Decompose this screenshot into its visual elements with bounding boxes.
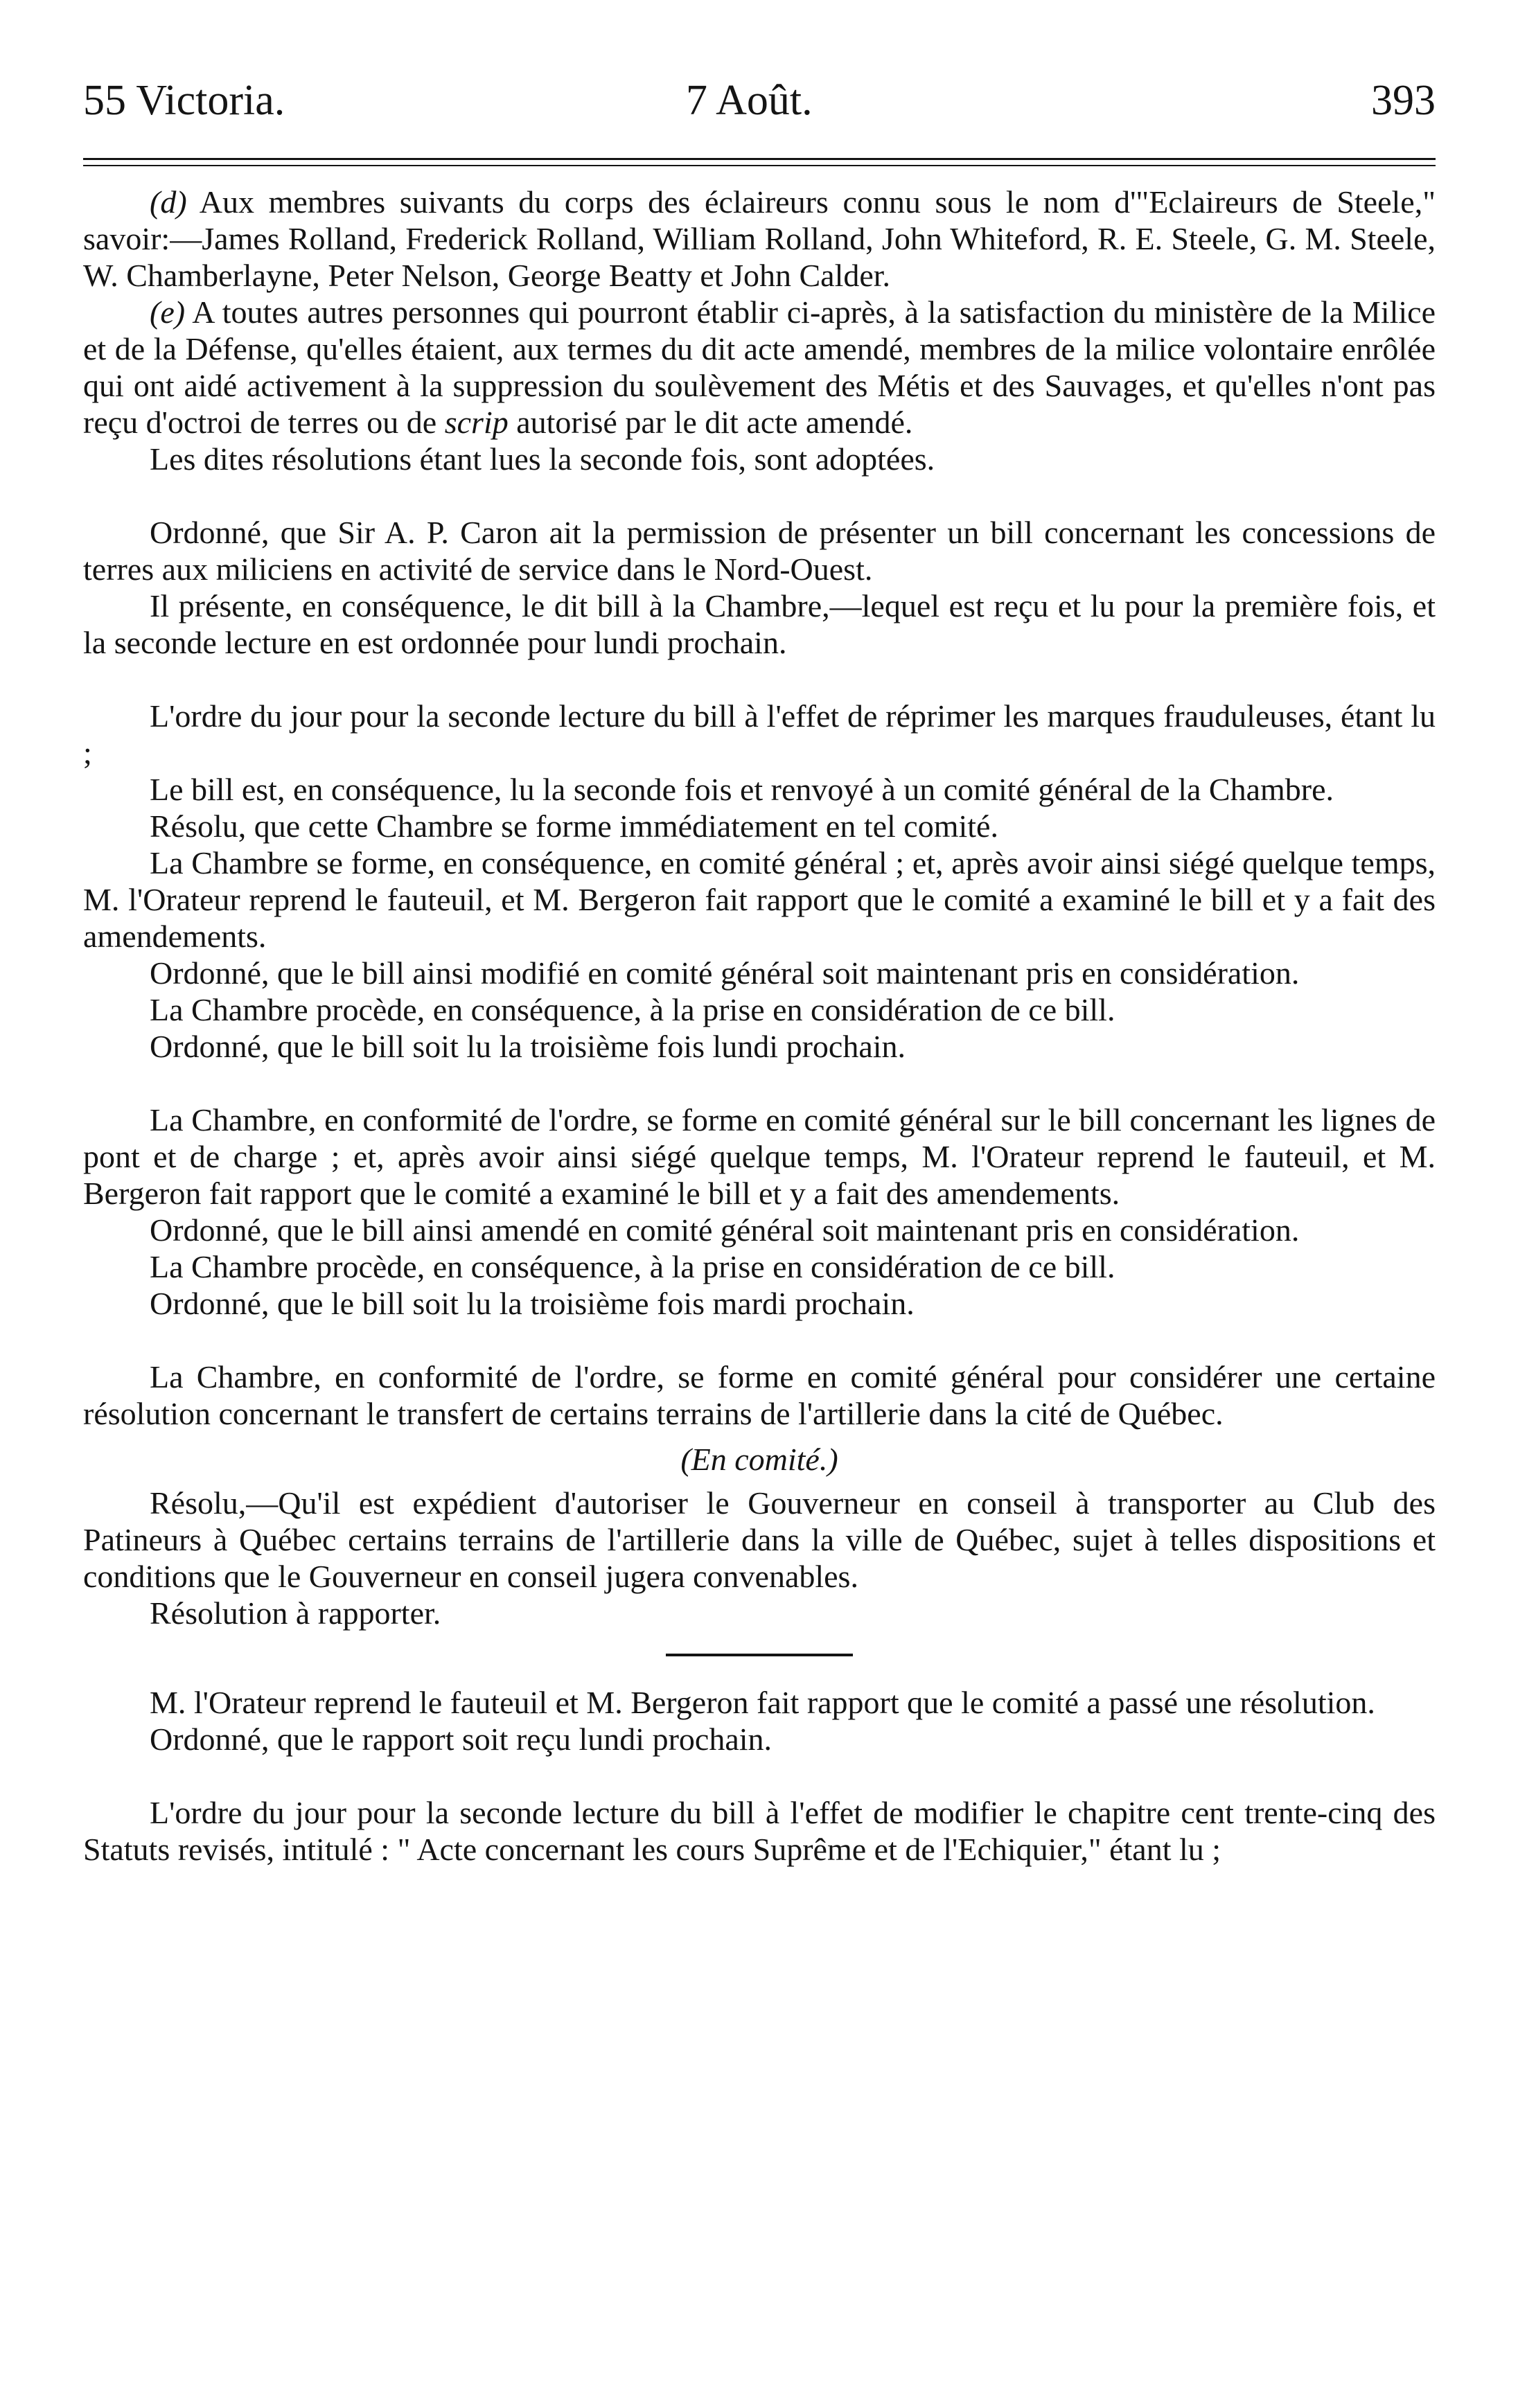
paragraph-text: A toutes autres personnes qui pourront établir ci-après, à la satisfaction du ministère de la Milice et de la Défense, qu'elles étaient, aux termes du dit acte amendé, membres de la milice volontaire enrôlée qui ont aidé activement à la suppression du soulèvement des Métis et des Sauvages, et qu'elles n'ont pas reçu d'octroi de terres ou de xyxy=(83,294,1436,440)
page-number: 393 xyxy=(1371,77,1436,124)
paragraph: La Chambre, en conformité de l'ordre, se forme en comité général sur le bill concernant les lignes de pont et de charge ; et, après avoir ainsi siégé quelque temps, M. l'Orateur reprend le fauteuil, et M. Bergeron fait rapport que le comité a examiné le bill et y a fait des amendements. xyxy=(83,1102,1436,1211)
item-label: (d) xyxy=(150,184,187,220)
paragraph: Les dites résolutions étant lues la seconde fois, sont adoptées. xyxy=(150,441,935,477)
paragraph: Le bill est, en conséquence, lu la seconde fois et renvoyé à un comité général de la Chambre. xyxy=(150,772,1334,807)
header-rule-top xyxy=(83,158,1436,160)
page-header xyxy=(83,77,1436,124)
item-label: (e) xyxy=(150,294,186,330)
paragraph-text: Aux membres suivants du corps des éclaireurs connu sous le nom d'"Eclaireurs de Steele," savoir:—James Rolland, Frederick Rolland, William Rolland, John Whiteford, R. E. Steele, G. M. Steele, W. Chamberlayne, Peter Nelson, George Beatty et John Calder. xyxy=(83,184,1436,293)
paragraph: Ordonné, que le rapport soit reçu lundi prochain. xyxy=(150,1721,773,1757)
scrip-term: scrip xyxy=(444,405,509,440)
paragraph xyxy=(83,184,1436,294)
paragraph: L'ordre du jour pour la seconde lecture du bill à l'effet de modifier le chapitre cent trente-cinq des Statuts revisés, intitulé : " Acte concernant les cours Suprême et de l'Echiquier," étant lu ; xyxy=(83,1795,1436,1867)
paragraph: Ordonné, que le bill ainsi modifié en comité général soit maintenant pris en considération. xyxy=(150,955,1300,991)
paragraph: L'ordre du jour pour la seconde lecture du bill à l'effet de réprimer les marques frauduleuses, étant lu ; xyxy=(83,698,1436,770)
paragraph: La Chambre procède, en conséquence, à la prise en considération de ce bill. xyxy=(150,992,1115,1027)
paragraph: Résolu,—Qu'il est expédient d'autoriser le Gouverneur en conseil à transporter au Club des Patineurs à Québec certains terrains de l'artillerie dans la ville de Québec, sujet à telles dispositions et conditions que le Gouverneur en conseil jugera convenables. xyxy=(83,1485,1436,1594)
committee-heading xyxy=(83,1441,1436,1478)
document-body xyxy=(83,184,1436,1868)
paragraph xyxy=(83,294,1436,441)
paragraph-text: autorisé par le dit acte amendé. xyxy=(508,405,913,440)
paragraph: Résolution à rapporter. xyxy=(150,1595,441,1631)
paragraph: La Chambre procède, en conséquence, à la prise en considération de ce bill. xyxy=(150,1249,1115,1284)
header-date: 7 Août. xyxy=(686,77,813,124)
header-session: 55 Victoria. xyxy=(83,77,285,124)
paragraph: Ordonné, que le bill soit lu la troisième fois lundi prochain. xyxy=(150,1029,906,1064)
paragraph: M. l'Orateur reprend le fauteuil et M. Bergeron fait rapport que le comité a passé une résolution. xyxy=(150,1685,1375,1720)
paragraph: Ordonné, que le bill ainsi amendé en comité général soit maintenant pris en considération. xyxy=(150,1212,1300,1248)
paragraph: La Chambre se forme, en conséquence, en comité général ; et, après avoir ainsi siégé quelque temps, M. l'Orateur reprend le fauteuil, et M. Bergeron fait rapport que le comité a examiné le bill et y a fait des amendements. xyxy=(83,845,1436,954)
header-rule-bottom xyxy=(83,165,1436,166)
paragraph: La Chambre, en conformité de l'ordre, se forme en comité général pour considérer une certaine résolution concernant le transfert de certains terrains de l'artillerie dans la cité de Québec. xyxy=(83,1359,1436,1431)
paragraph: Ordonné, que Sir A. P. Caron ait la permission de présenter un bill concernant les concessions de terres aux miliciens en activité de service dans le Nord-Ouest. xyxy=(83,515,1436,587)
paragraph: Il présente, en conséquence, le dit bill à la Chambre,—lequel est reçu et lu pour la première fois, et la seconde lecture en est ordonnée pour lundi prochain. xyxy=(83,588,1436,660)
section-separator xyxy=(666,1654,853,1656)
paragraph: Ordonné, que le bill soit lu la troisième fois mardi prochain. xyxy=(150,1286,915,1321)
committee-heading-text: (En comité.) xyxy=(680,1442,838,1477)
paragraph: Résolu, que cette Chambre se forme immédiatement en tel comité. xyxy=(150,808,998,844)
